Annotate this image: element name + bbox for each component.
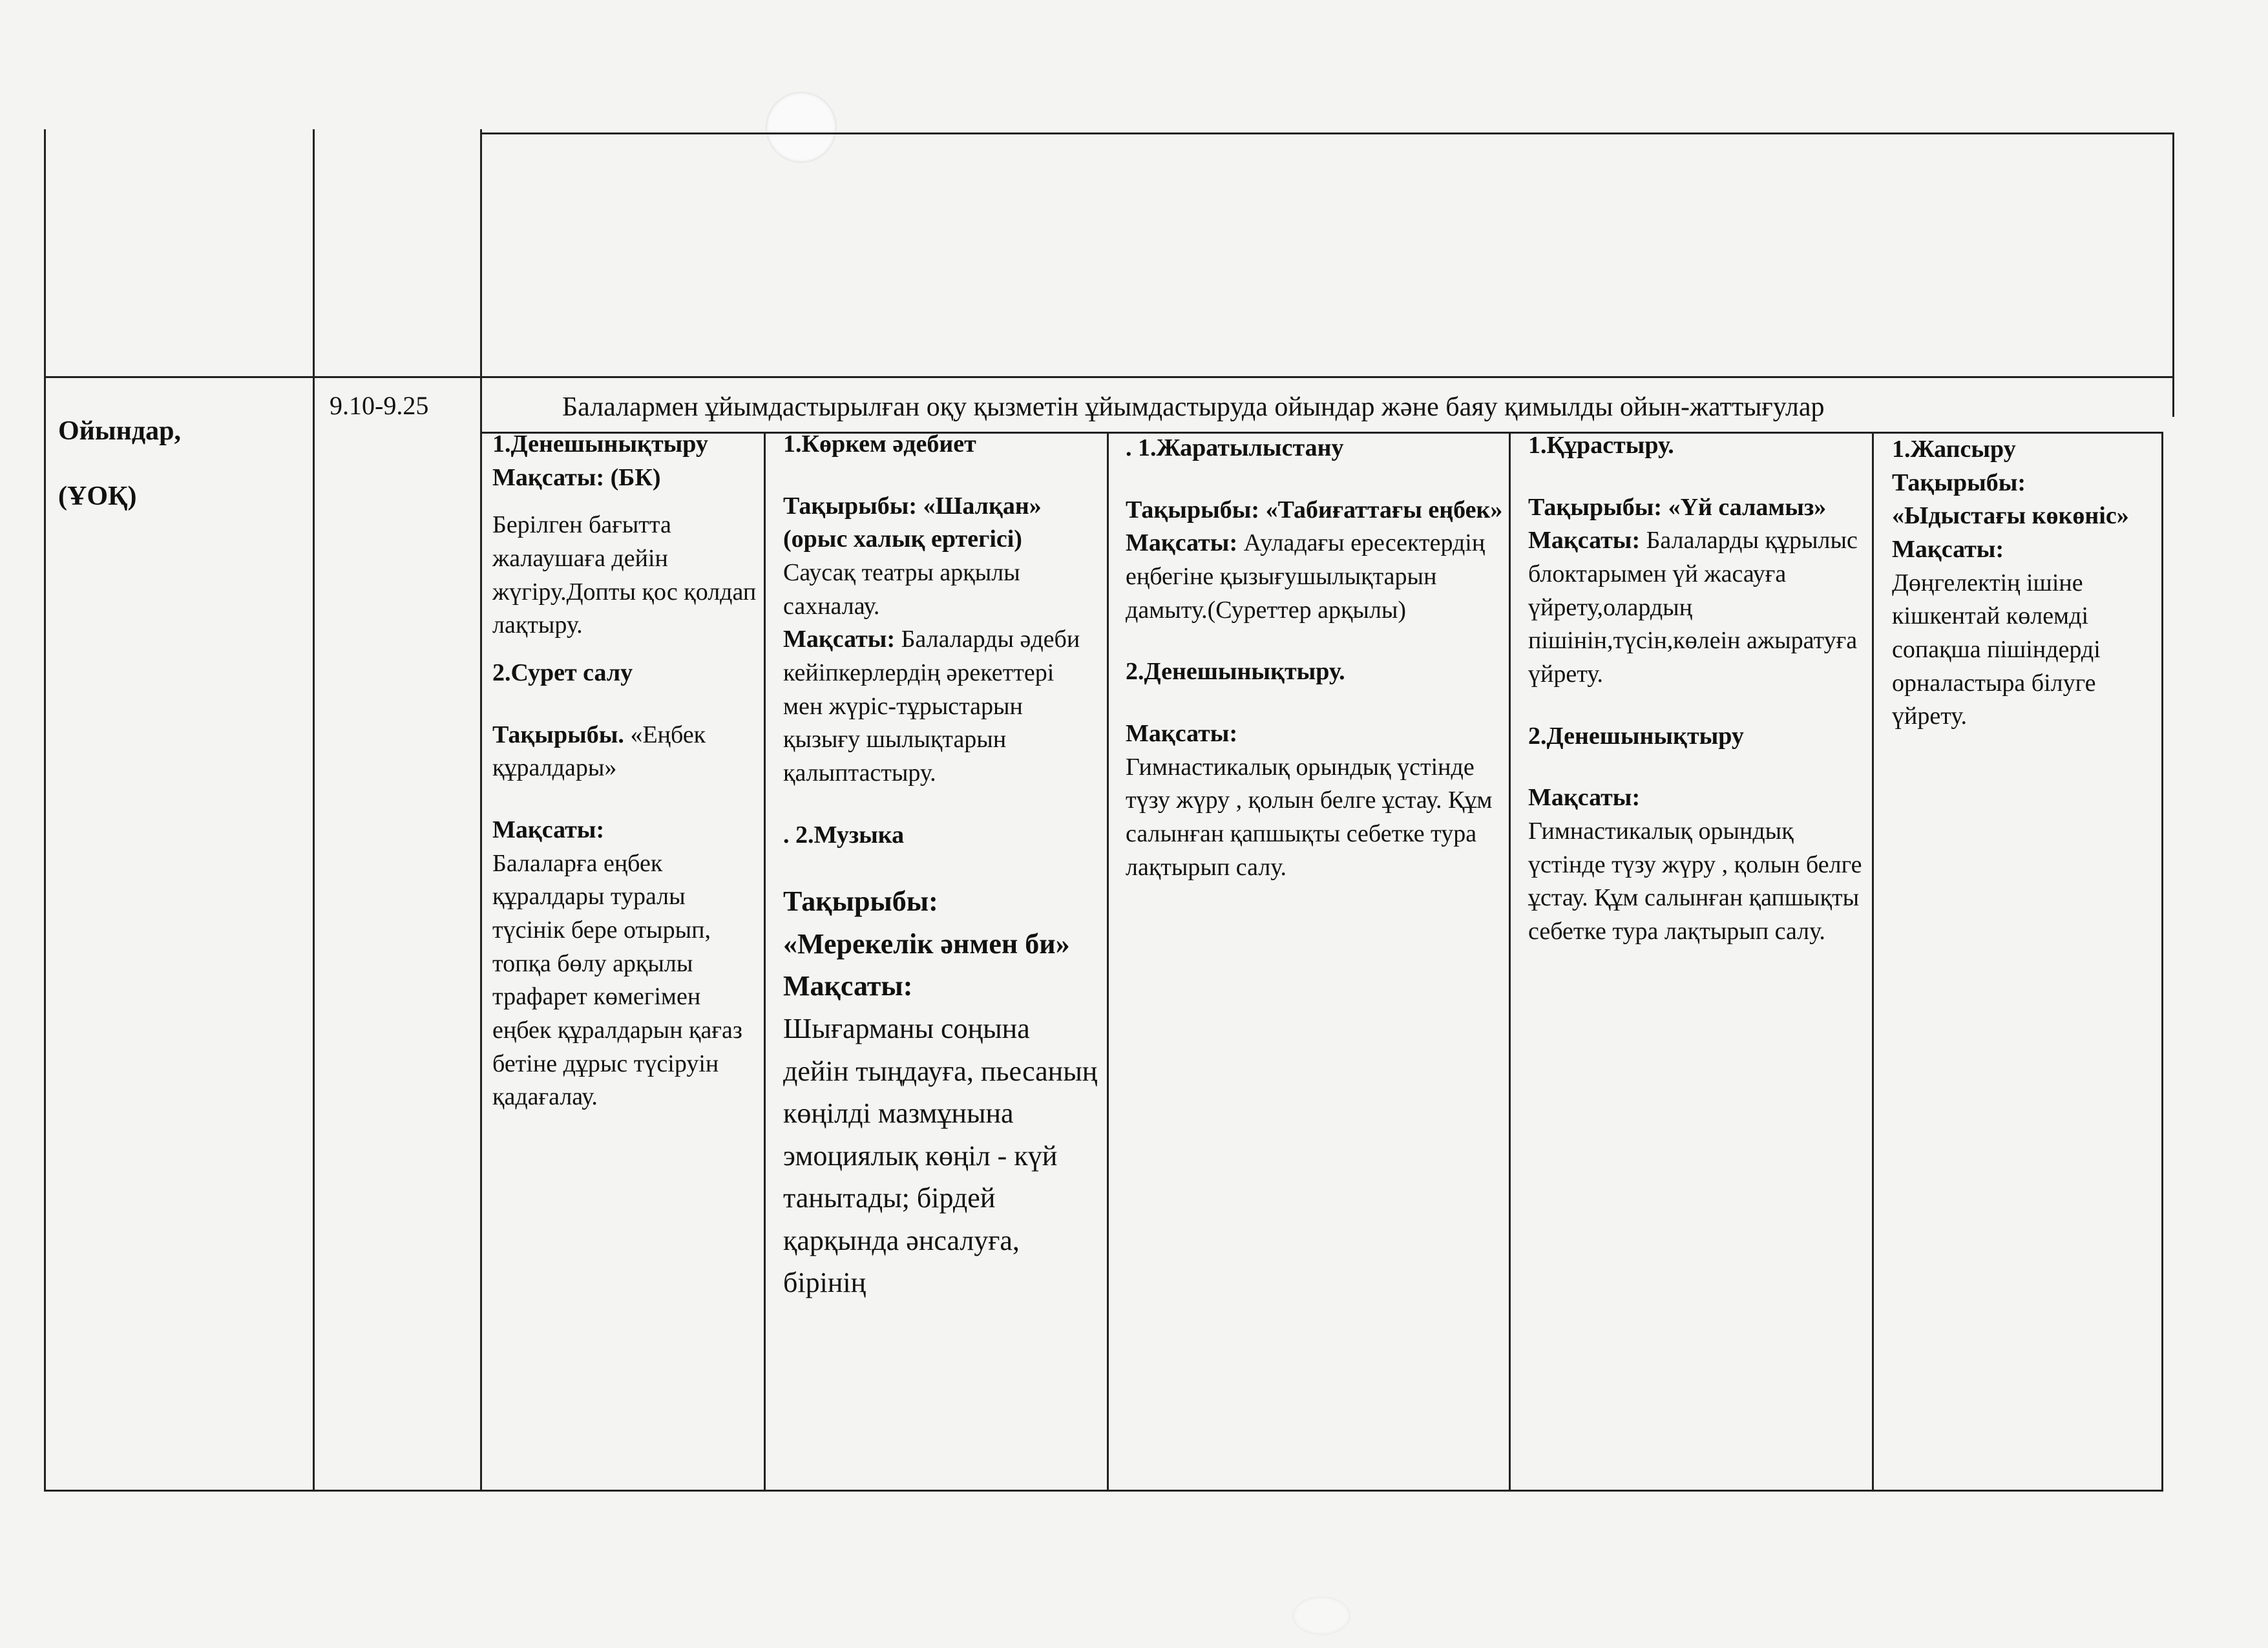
d2-subject2: . 2.Музыка <box>783 821 905 849</box>
row-label <box>58 385 181 543</box>
d1-topic2-label: Тақырыбы. <box>492 721 624 748</box>
d2-goal1-text: Балаларды әдеби кейіпкерлердің әрекеттері мен жүріс-тұрыстарын қызығу шылықтарын қалыптастыру. <box>783 626 1080 787</box>
punch-hole-bottom <box>1292 1596 1350 1635</box>
d5-goal-label: Мақсаты: <box>1892 536 2004 564</box>
d1-topic2 <box>492 719 757 785</box>
d3-goal1-text: Ауладағы ересектердің еңбегіне қызығушылықтарын дамыту.(Суреттер арқылы) <box>1126 529 1486 624</box>
d4-goal2-text: Гимнастикалық орындық үстінде түзу жүру , қолын белге ұстау. Құм салынған қапшықты себетке тура лақтырып салу. <box>1528 818 1862 945</box>
d3-goal1 <box>1126 527 1504 627</box>
d2-topic1-note: Саусақ театры арқылы сахналау. <box>783 559 1020 620</box>
d5-subject1: 1.Жапсыру <box>1892 436 2016 463</box>
d2-goal1-label: Мақсаты: <box>783 626 896 653</box>
d2-music-block <box>783 880 1100 1304</box>
d4-goal2-label: Мақсаты: <box>1528 784 1641 812</box>
d4-subject1: 1.Құрастыру. <box>1528 432 1674 459</box>
d1-topic2-text: «Еңбек құралдары» <box>492 721 706 782</box>
d5-goal-text: Дөңгелектің ішіне кішкентай көлемді сопақша пішіндерді орналастыра білуге үйрету. <box>1892 569 2101 730</box>
d3-subject1: . 1.Жаратылыстану <box>1126 434 1344 461</box>
row-time: 9.10-9.25 <box>330 391 429 420</box>
d4-subject2: 2.Денешынықтыру <box>1528 722 1744 750</box>
d5-topic-label: Тақырыбы: <box>1892 469 2026 496</box>
d3-topic1: Тақырыбы: «Табиғаттағы еңбек» <box>1126 496 1503 523</box>
d3-goal2-label: Мақсаты: <box>1126 720 1238 748</box>
cell-day2 <box>783 428 1100 1304</box>
d2-topic2-text: «Мерекелік әнмен би» <box>783 927 1070 960</box>
d1-goal1-text: Берілген бағытта жалаушаға дейін жүгіру.Допты қос қолдап лақтыру. <box>492 511 757 639</box>
d3-subject2: 2.Денешынықтыру. <box>1126 658 1345 686</box>
row-banner: Балалармен ұйымдастырылған оқу қызметін ұйымдастыруда ойындар және баяу қимылды ойын-жаттығулар <box>562 392 1825 422</box>
d1-subject2: 2.Сурет салу <box>492 659 633 687</box>
d2-goal1 <box>783 623 1100 790</box>
d1-goal1-label: Мақсаты: (БК) <box>492 463 661 491</box>
table-border-bottom <box>44 1490 2163 1492</box>
table-border-day1 <box>764 432 766 1492</box>
d4-topic1: Тақырыбы: «Үй саламыз» <box>1528 493 1827 521</box>
table-border-col2 <box>480 129 482 1492</box>
table-border-day3 <box>1509 432 1511 1492</box>
row-label-line2: (ҰОҚ) <box>58 481 137 511</box>
table-border-upper-top <box>480 132 2174 134</box>
d2-topic2-label: Тақырыбы: <box>783 885 938 918</box>
d2-topic1: Тақырыбы: «Шалқан» (орыс халық ертегісі) <box>783 492 1042 553</box>
d2-goal2-text: Шығарманы соңына дейін тыңдауға, пьесаның көңілді мазмұнына эмоциялық көңіл - күй танытады; бірдей қарқында әнсалуға, бірінің <box>783 1013 1098 1299</box>
cell-day1 <box>492 428 757 1114</box>
d2-goal2-label: Мақсаты: <box>783 970 913 1002</box>
d3-goal2-text: Гимнастикалық орындық үстінде түзу жүру , қолын белге ұстау. Құм салынған қапшықты себетке тура лақтырып салу. <box>1126 753 1493 881</box>
d4-goal1-label: Мақсаты: <box>1528 527 1641 555</box>
row-label-line1: Ойындар, <box>58 416 181 446</box>
table-border-upper-right <box>2172 132 2174 417</box>
punch-hole-top <box>766 92 837 163</box>
d1-goal2-label: Мақсаты: <box>492 816 605 844</box>
table-border-right <box>2161 432 2163 1492</box>
table-border-left <box>44 129 46 1492</box>
cell-day3 <box>1126 432 1504 884</box>
d4-goal1 <box>1528 524 1867 691</box>
table-border-row-separator <box>44 376 2174 378</box>
d1-goal2-text: Балаларға еңбек құралдары туралы түсінік бере отырып, топқа бөлу арқылы трафарет көмегімен еңбек құралдарын қағаз бетіне дұрыс түсіруін қадағалау. <box>492 849 742 1111</box>
table-border-col1 <box>313 129 315 1492</box>
table-border-day2 <box>1107 432 1109 1492</box>
d2-subject1: 1.Көркем әдебиет <box>783 430 976 458</box>
d5-topic-text: «Ыдыстағы көкөніс» <box>1892 502 2129 530</box>
table-border-day4 <box>1872 432 1874 1492</box>
cell-day5 <box>1892 433 2158 734</box>
d1-subject1: 1.Денешынықтыру <box>492 430 708 458</box>
cell-day4 <box>1528 429 1867 949</box>
d3-goal1-label: Мақсаты: <box>1126 529 1238 557</box>
d4-goal1-text: Балаларды құрылыс блоктарымен үй жасауға үйрету,олардың пішінін,түсін,көлеін ажыратуға үйрету. <box>1528 527 1858 688</box>
